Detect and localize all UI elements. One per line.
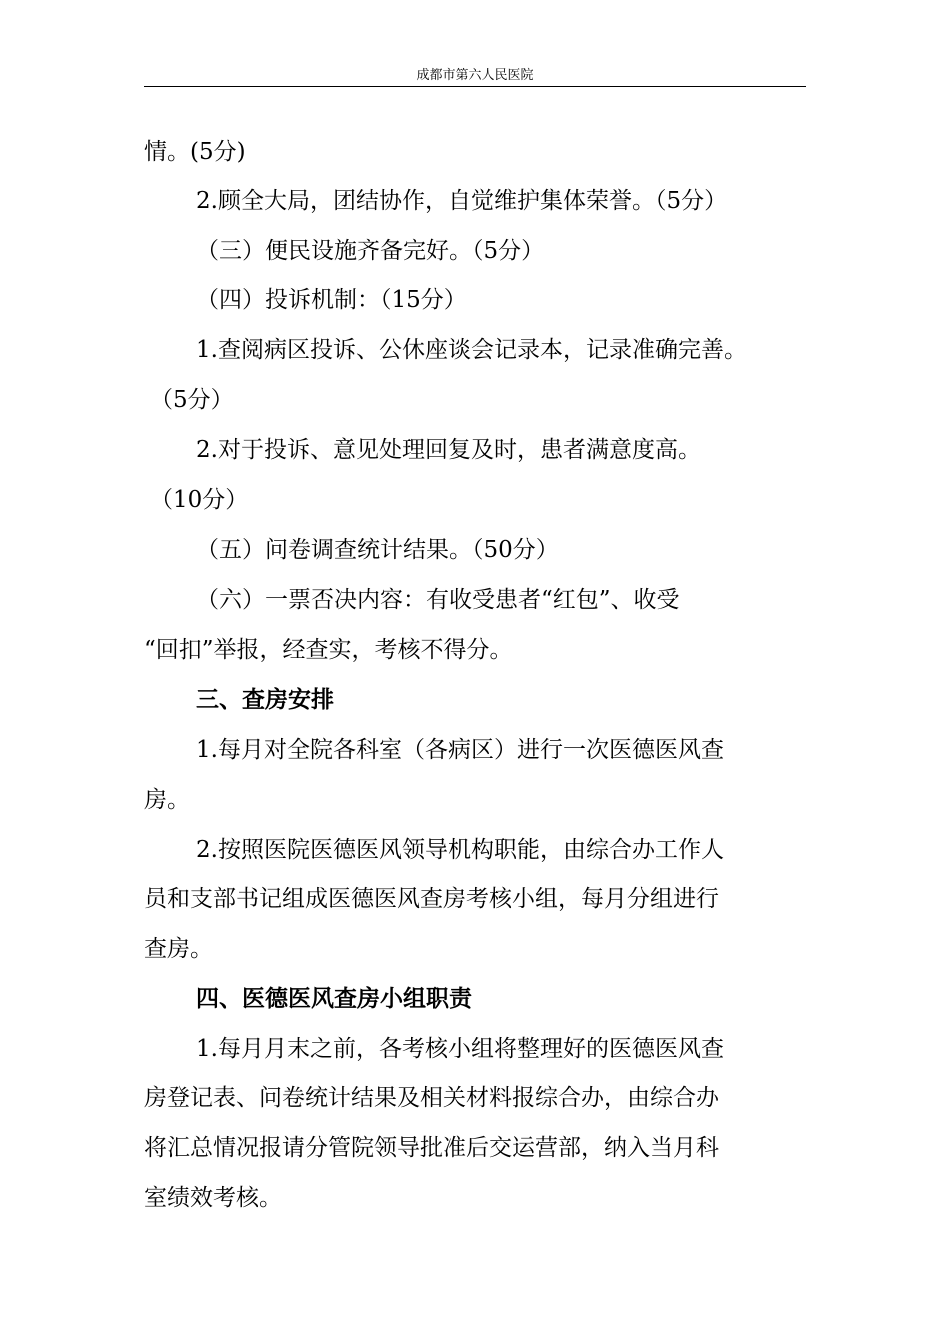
paragraph-line: 将汇总情况报请分管院领导批准后交运营部，纳入当月科 xyxy=(144,1135,719,1161)
paragraph-line: 1.查阅病区投诉、公休座谈会记录本，记录准确完善。 xyxy=(196,337,747,363)
paragraph-line: （六）一票否决内容：有收受患者“红包”、收受 xyxy=(196,587,680,613)
paragraph-line: 2.对于投诉、意见处理回复及时，患者满意度高。 xyxy=(196,437,701,463)
paragraph-line: （10分） xyxy=(150,487,249,513)
paragraph-line: （三）便民设施齐备完好。（5分） xyxy=(196,238,545,264)
paragraph-line: （5分） xyxy=(150,387,234,413)
paragraph-line: （四）投诉机制：（15分） xyxy=(196,287,467,313)
paragraph-line: 室绩效考核。 xyxy=(144,1185,282,1211)
running-header: 成都市第六人民医院 xyxy=(416,68,534,83)
paragraph-line: 2.按照医院医德医风领导机构职能，由综合办工作人 xyxy=(196,837,724,863)
section-heading: 四、医德医风查房小组职责 xyxy=(196,986,472,1012)
paragraph-line: 2.顾全大局，团结协作，自觉维护集体荣誉。（5分） xyxy=(196,188,728,214)
paragraph-line: （五）问卷调查统计结果。（50分） xyxy=(196,537,559,563)
header-divider xyxy=(144,86,806,87)
paragraph-line: 房。 xyxy=(144,787,190,813)
paragraph-line: 1.每月月末之前，各考核小组将整理好的医德医风查 xyxy=(196,1036,724,1062)
paragraph-line: 1.每月对全院各科室（各病区）进行一次医德医风查 xyxy=(196,737,724,763)
paragraph-line: “回扣”举报，经查实，考核不得分。 xyxy=(144,637,513,663)
paragraph-line: 情。(5分) xyxy=(144,139,246,165)
paragraph-line: 房登记表、问卷统计结果及相关材料报综合办，由综合办 xyxy=(144,1085,719,1111)
section-heading: 三、查房安排 xyxy=(196,687,334,713)
paragraph-line: 查房。 xyxy=(144,936,213,962)
paragraph-line: 员和支部书记组成医德医风查房考核小组，每月分组进行 xyxy=(144,886,719,912)
